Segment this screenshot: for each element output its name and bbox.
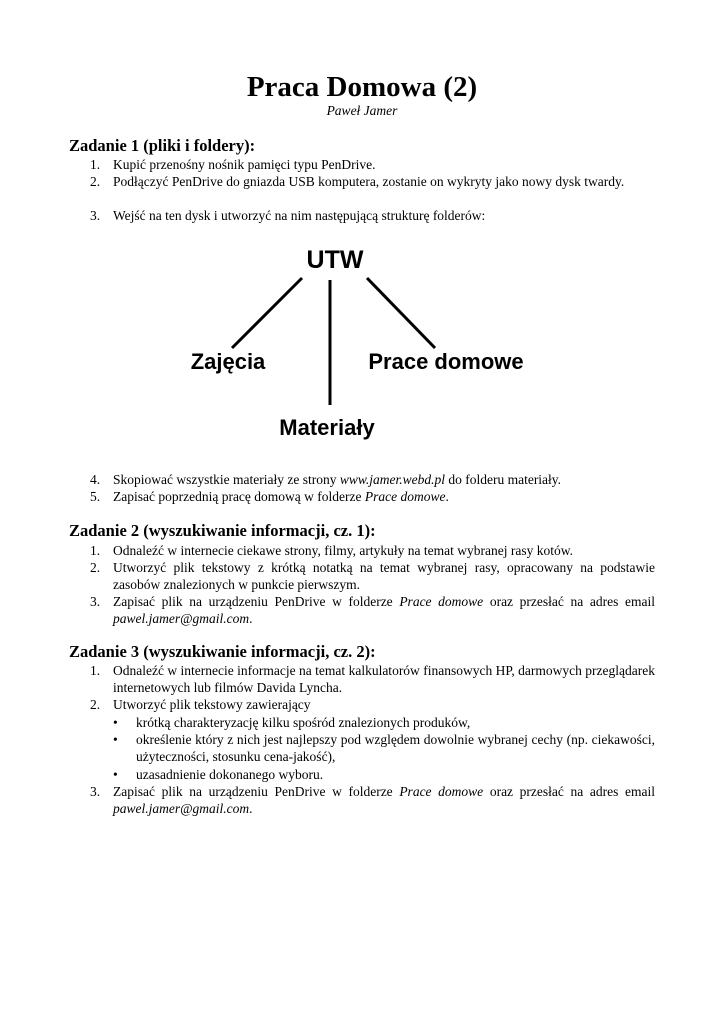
task2-item3 <box>113 593 655 627</box>
bullet-marker: • <box>113 715 118 730</box>
task3-item1: Odnaleźć w internecie informacje na temat kalkulatorów finansowych HP, darmowych przeglądarek internetowych lub filmów Davida Lyncha. <box>113 663 655 695</box>
task3-bullet1: krótką charakteryzację kilku spośród znalezionych produków, <box>136 715 471 730</box>
diagram-line-left <box>232 278 302 348</box>
diagram-root-label: UTW <box>306 246 364 274</box>
task2-item1-number: 1. <box>90 543 101 558</box>
task2-item1: Odnaleźć w internecie ciekawe strony, filmy, artykuły na temat wybranej rasy kotów. <box>113 543 573 558</box>
task1-item5-text: Zapisać poprzednią pracę domową w folderze <box>113 489 365 504</box>
task3-email-link[interactable]: pawel.jamer@gmail.com <box>113 801 250 816</box>
task1-item2: Podłączyć PenDrive do gniazda USB komputera, zostanie on wykryty jako nowy dysk twardy. <box>113 174 625 189</box>
task1-item1: Kupić przenośny nośnik pamięci typu PenDrive. <box>113 157 376 172</box>
task1-item5-folder: Prace domowe <box>364 489 446 504</box>
task3-bullet2: określenie który z nich jest najlepszy pod względem dowolnie wybranej cechy (np. ciekawości, użyteczności, stosunku cena-jakość), <box>136 732 655 764</box>
task1-item3: Wejść na ten dysk i utworzyć na nim następującą strukturę folderów: <box>113 208 486 223</box>
task1-item5-number: 5. <box>90 489 101 504</box>
task3-heading: Zadanie 3 (wyszukiwanie informacji, cz. 2): <box>69 642 376 661</box>
task1-heading: Zadanie 1 (pliki i foldery): <box>69 136 256 155</box>
task3-item2: Utworzyć plik tekstowy zawierający <box>113 697 311 712</box>
task1-item4-number: 4. <box>90 472 101 487</box>
website-link[interactable]: www.jamer.webd.pl <box>339 472 445 487</box>
task3-item3-text-end: . <box>249 801 253 816</box>
page-title: Praca Domowa (2) <box>246 71 478 103</box>
diagram-middle-label: Materiały <box>279 415 375 440</box>
diagram-left-label: Zajęcia <box>190 349 266 374</box>
task2-item2: Utworzyć plik tekstowy z krótką notatką na temat wybranej rasy, opracowany na podstawie zasobów znalezionych w punkcie pierwszym. <box>113 560 655 592</box>
task2-item2-number: 2. <box>90 560 101 575</box>
task3-item3 <box>113 783 655 817</box>
task1-item1-number: 1. <box>90 157 101 172</box>
task3-item1-number: 1. <box>90 663 101 678</box>
task2-heading: Zadanie 2 (wyszukiwanie informacji, cz. 1): <box>69 521 376 540</box>
task2-item3-text: Zapisać plik na urządzeniu PenDrive w folderze <box>113 594 400 609</box>
folder-structure-diagram <box>180 240 540 445</box>
diagram-line-right <box>367 278 435 348</box>
task3-item3-text-mid: oraz przesłać na adres email <box>483 784 656 799</box>
task3-item3-text: Zapisać plik na urządzeniu PenDrive w folderze <box>113 784 400 799</box>
task1-item5 <box>113 488 655 505</box>
task3-item3-number: 3. <box>90 784 101 799</box>
task3-item3-folder: Prace domowe <box>399 784 484 799</box>
task3-item2-number: 2. <box>90 697 101 712</box>
task1-item3-number: 3. <box>90 208 101 223</box>
bullet-marker: • <box>113 767 118 782</box>
task1-item2-number: 2. <box>90 174 101 189</box>
task1-item5-text-end: . <box>445 489 449 504</box>
task1-item4 <box>113 471 655 488</box>
task2-email-link[interactable]: pawel.jamer@gmail.com <box>113 611 250 626</box>
diagram-right-label: Prace domowe <box>368 349 524 374</box>
bullet-marker: • <box>113 732 118 747</box>
author-name: Paweł Jamer <box>326 103 398 118</box>
task2-item3-text-end: . <box>249 611 253 626</box>
task3-bullet3: uzasadnienie dokonanego wyboru. <box>136 767 324 782</box>
task2-item3-number: 3. <box>90 594 101 609</box>
task2-item3-text-mid: oraz przesłać na adres email <box>483 594 656 609</box>
task1-item4-text: Skopiować wszystkie materiały ze strony <box>113 472 340 487</box>
task1-item4-text-end: do folderu materiały. <box>444 472 562 487</box>
task2-item3-folder: Prace domowe <box>399 594 484 609</box>
